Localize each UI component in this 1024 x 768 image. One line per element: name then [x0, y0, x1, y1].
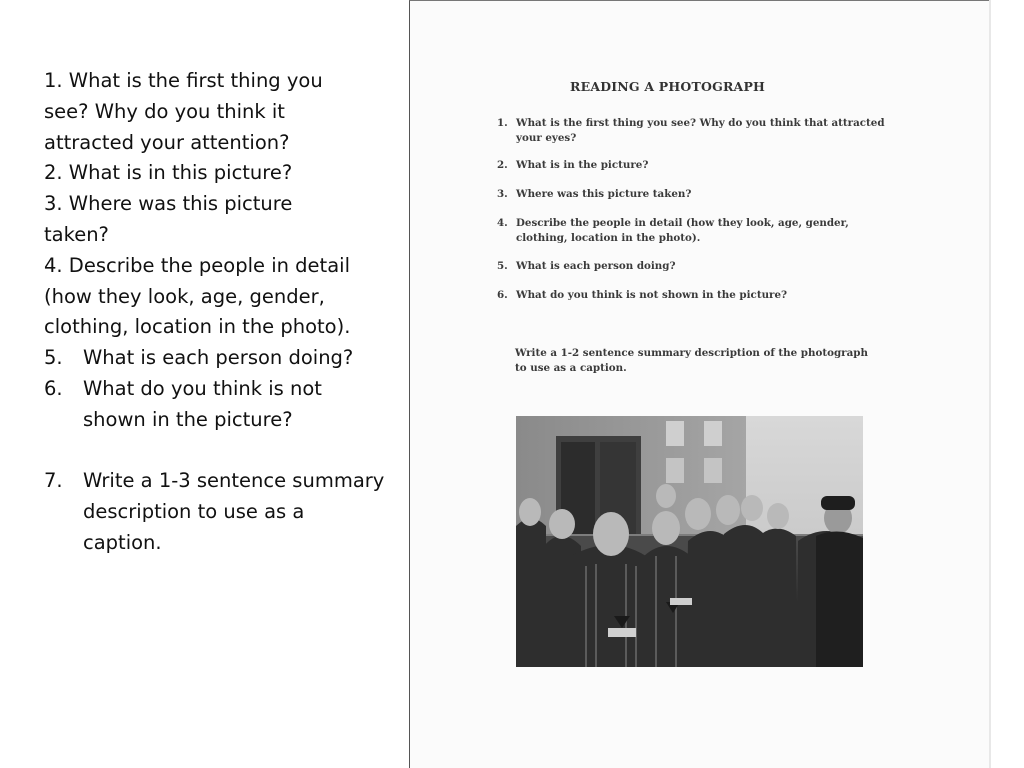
- worksheet-question: [497, 116, 896, 145]
- worksheet-question-text: What is in the picture?: [516, 159, 649, 171]
- list-item-number: 7.: [44, 469, 63, 493]
- question-line: 2. What is in this picture?: [44, 161, 293, 185]
- worksheet-question-text: What is the first thing you see? Why do you think that attracted your eyes?: [516, 117, 885, 144]
- slide-questions: [44, 66, 389, 559]
- worksheet-question-number: 5.: [497, 260, 508, 272]
- question-line: clothing, location in the photo).: [44, 315, 351, 339]
- worksheet-question-number: 4.: [497, 217, 508, 229]
- worksheet-question-text: What do you think is not shown in the picture?: [516, 289, 788, 301]
- list-item-text: Write a 1-3 sentence summary description to use as a caption.: [83, 469, 385, 554]
- list-item: [44, 374, 389, 436]
- spacer: [44, 436, 389, 467]
- worksheet-question-number: 3.: [497, 188, 508, 200]
- list-item-number: 5.: [44, 346, 63, 370]
- worksheet-question: [497, 216, 896, 245]
- question-line: 4. Describe the people in detail: [44, 253, 350, 277]
- question-line: (how they look, age, gender,: [44, 284, 325, 308]
- worksheet-question-text: Describe the people in detail (how they look, age, gender, clothing, location in the photo).: [516, 217, 849, 244]
- worksheet-question: [497, 259, 896, 274]
- worksheet-question-text: What is each person doing?: [516, 260, 676, 272]
- worksheet-question-text: Where was this picture taken?: [516, 188, 692, 200]
- list-item-text: What is each person doing?: [83, 346, 354, 370]
- worksheet-question: [497, 158, 896, 173]
- scanned-worksheet: [409, 0, 991, 768]
- historical-photograph: [516, 416, 863, 667]
- list-item: [44, 343, 389, 374]
- question-line: attracted your attention?: [44, 130, 290, 154]
- question-line: 3. Where was this picture: [44, 192, 293, 216]
- question-line: see? Why do you think it: [44, 99, 285, 123]
- worksheet-title: READING A PHOTOGRAPH: [570, 79, 766, 94]
- worksheet-question-number: 2.: [497, 159, 508, 171]
- question-line: taken?: [44, 222, 109, 246]
- question-line: 1. What is the first thing you: [44, 69, 323, 92]
- list-item-number: 6.: [44, 376, 63, 400]
- worksheet-question: [497, 187, 896, 202]
- scan-edge: [989, 0, 991, 768]
- worksheet-summary-instruction: Write a 1-2 sentence summary description of the photograph to use as a caption.: [515, 347, 868, 374]
- list-item-text: What do you think is not shown in the picture?: [83, 376, 322, 431]
- worksheet-question: [497, 288, 896, 303]
- list-item: [44, 466, 389, 558]
- worksheet-question-number: 1.: [497, 117, 508, 129]
- worksheet-question-number: 6.: [497, 289, 508, 301]
